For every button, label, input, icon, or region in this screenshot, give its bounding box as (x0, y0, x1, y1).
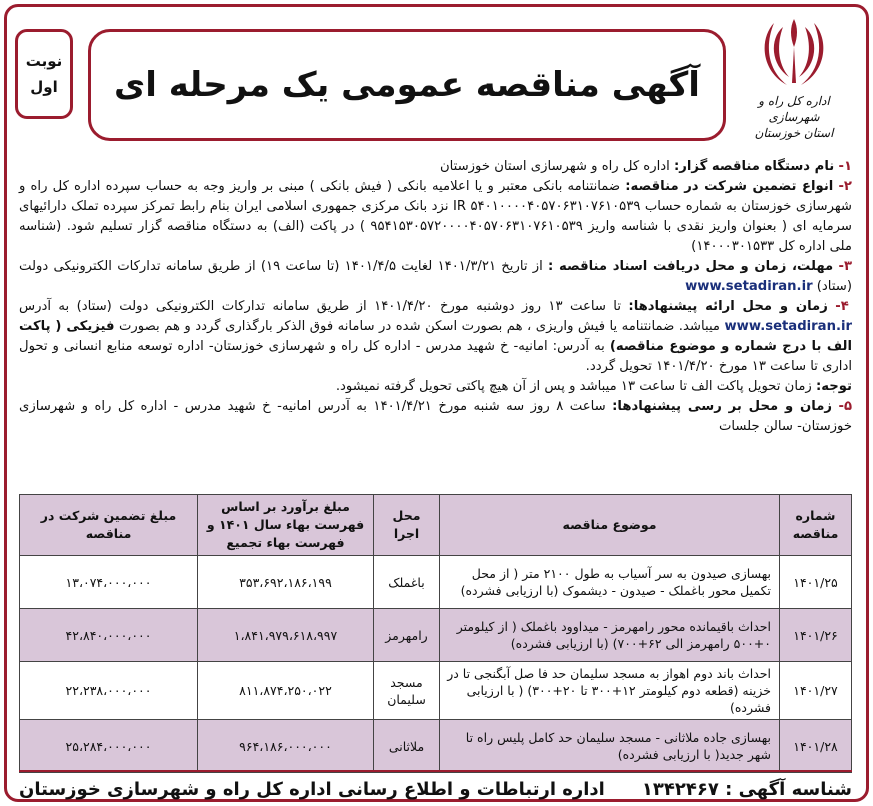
section-bold-text: فیزیکی ( پاکت الف با درج شماره و موضوع مناقصه) (19, 319, 852, 354)
setadiran-link[interactable]: www.setadiran.ir (724, 319, 852, 334)
notice-id-label: شناسه آگهی : (725, 778, 852, 800)
section-5 (19, 397, 852, 437)
cell-guarantee: ۲۵،۲۸۴،۰۰۰،۰۰۰ (20, 720, 198, 773)
round-badge (15, 29, 73, 119)
section-text: ضمانتنامه بانکی معتبر و یا اعلامیه بانکی ( فیش بانکی ) مبنی بر واریز وجه به حساب سپرده اداره کل راه و شهرسازی خوزستان به شماره حساب IR ۵۴۰۱۰۰۰۰۴۰۵۷۰۶۳۱۰۷۶۱۰۵۳۹ نزد بانک مرکزی جمهوری اسلامی ایران بنام رابط تمرکز سپرده تملک دارائیهای سرمایه ای ( بعنوان واریز نقدی با شناسه واریز ۹۵۴۱۵۳۰۵۷۲۰۰۰۰۴۰۵۷۰۶۳۱۰۷۶۱۰۵۳۹ ) در پاکت (الف) به دستگاه مناقصه گزار تسلیم شود. (شناسه ملی اداره کل ۱۴۰۰۰۳۰۱۵۳۳) (19, 179, 852, 254)
table-row (20, 609, 852, 662)
round-label: نوبت (25, 52, 63, 70)
section-label: انواع تضمین شرکت در مناقصه: (625, 179, 834, 194)
cell-guarantee: ۴۲،۸۴۰،۰۰۰،۰۰۰ (20, 609, 198, 662)
footer (19, 770, 852, 806)
cell-subject: احداث باند دوم اهواز به مسجد سلیمان حد فا صل آبگنجی تا در خزینه (قطعه دوم کیلومتر ۱۲+۳۰۰ تا ۲۰+۳۰۰) ( با ارزیابی فشرده) (440, 662, 780, 720)
cell-subject: احداث باقیمانده محور رامهرمز - میداوود باغملک ( از کیلومتر ۰+۵۰۰ رامهرمز الی ۶۲+۷۰۰) (با ارزیابی فشرده) (440, 609, 780, 662)
table-row (20, 720, 852, 773)
section-1 (19, 157, 852, 177)
round-value: اول (30, 78, 58, 96)
section-text: تا ساعت ۱۳ روز دوشنبه مورخ ۱۴۰۱/۴/۲۰ از طریق سامانه تدارکات الکترونیکی دولت (ستاد) به آدرس (19, 299, 621, 314)
section-3 (19, 257, 852, 297)
section-number: ۲- (838, 179, 852, 194)
cell-estimate: ۳۵۳،۶۹۲،۱۸۶،۱۹۹ (198, 556, 374, 609)
cell-number: ۱۴۰۱/۲۵ (780, 556, 852, 609)
col-header-estimate: مبلغ برآورد بر اساس فهرست بهاء سال ۱۴۰۱ و فهرست بهاء تجمیع (198, 495, 374, 556)
col-header-number: شماره مناقصه (780, 495, 852, 556)
section-4 (19, 297, 852, 377)
notice-id-value: ۱۳۴۲۴۶۷ (641, 778, 719, 800)
section-text: ساعت ۸ روز سه شنبه مورخ ۱۴۰۱/۴/۲۱ به آدرس امانیه- خ شهید مدرس - اداره کل راه و شهرسازی خوزستان- سالن جلسات (19, 399, 852, 434)
cell-guarantee: ۱۳،۰۷۴،۰۰۰،۰۰۰ (20, 556, 198, 609)
tender-table (19, 494, 852, 773)
cell-location: رامهرمز (374, 609, 440, 662)
section-number: ۱- (838, 159, 852, 174)
cell-location: ملاثانی (374, 720, 440, 773)
section-label: مهلت، زمان و محل دریافت اسناد مناقصه : (548, 259, 834, 274)
title-box (88, 29, 726, 141)
cell-estimate: ۹۶۴،۱۸۶،۰۰۰،۰۰۰ (198, 720, 374, 773)
section-label: نام دستگاه مناقصه گزار: (673, 159, 835, 174)
section-2 (19, 177, 852, 257)
page-frame (4, 4, 869, 802)
notice-body (19, 157, 852, 437)
cell-guarantee: ۲۲،۲۳۸،۰۰۰،۰۰۰ (20, 662, 198, 720)
section-text: به آدرس: امانیه- خ شهید مدرس - اداره کل راه و شهرسازی خوزستان- اداره توسعه منابع انسانی و تحول اداری تا ساعت ۱۳ مورخ ۱۴۰۱/۴/۲۰ تحویل گردد. (19, 339, 852, 374)
tender-table-wrap (19, 494, 852, 773)
cell-location: باغملک (374, 556, 440, 609)
cell-estimate: ۱،۸۴۱،۹۷۹،۶۱۸،۹۹۷ (198, 609, 374, 662)
cell-estimate: ۸۱۱،۸۷۴،۲۵۰،۰۲۲ (198, 662, 374, 720)
header (7, 7, 866, 155)
table-header-row (20, 495, 852, 556)
section-label: زمان و محل بر رسی پیشنهادها: (612, 399, 832, 414)
section-text: اداره کل راه و شهرسازی استان خوزستان (439, 159, 670, 174)
table-row (20, 662, 852, 720)
org-name-line2: استان خوزستان (754, 126, 834, 140)
iran-emblem-icon (759, 13, 829, 93)
footer-org: اداره ارتباطات و اطلاع رسانی اداره کل راه و شهرسازی خوزستان (19, 778, 605, 800)
cell-number: ۱۴۰۱/۲۸ (780, 720, 852, 773)
notice-id (642, 779, 852, 800)
cell-number: ۱۴۰۱/۲۷ (780, 662, 852, 720)
cell-subject: بهسازی صیدون به سر آسیاب به طول ۲۱۰۰ متر ( از محل تکمیل محور باغملک - صیدون - دیشموک (با ارزیابی فشرده) (440, 556, 780, 609)
setadiran-link[interactable]: www.setadiran.ir (685, 279, 813, 294)
page-title: آگهی مناقصه عمومی یک مرحله ای (114, 65, 700, 105)
section-number: ۳- (838, 259, 853, 274)
note-label: توجه: (816, 379, 852, 394)
section-text: از تاریخ ۱۴۰۱/۳/۲۱ لغایت ۱۴۰۱/۴/۵ (تا ساعت ۱۹) از طریق سامانه تدارکات الکترونیکی دولت (ستاد) (19, 259, 852, 294)
col-header-subject: موضوع مناقصه (440, 495, 780, 556)
section-text: میباشد. ضمانتنامه یا فیش واریزی ، هم بصورت اسکن شده در سامانه فوق الذکر بارگذاری گردد و هم بصورت (114, 319, 720, 334)
logo-block (734, 13, 854, 151)
cell-subject: بهسازی جاده ملاثانی - مسجد سلیمان حد کامل پلیس راه تا شهر جدید( با ارزیابی فشرده) (440, 720, 780, 773)
cell-location: مسجد سلیمان (374, 662, 440, 720)
col-header-location: محل اجرا (374, 495, 440, 556)
note-text: زمان تحویل پاکت الف تا ساعت ۱۳ میباشد و پس از آن هیچ پاکتی تحویل گرفته نمیشود. (335, 379, 812, 394)
col-header-guarantee: مبلغ تضمین شرکت در مناقصه (20, 495, 198, 556)
section-number: ۴- (835, 299, 849, 314)
table-row (20, 556, 852, 609)
section-label: زمان و محل ارائه پیشنهادها: (628, 299, 828, 314)
note (19, 377, 852, 397)
org-name-line1: اداره کل راه و شهرسازی (758, 94, 830, 124)
section-number: ۵- (838, 399, 853, 414)
cell-number: ۱۴۰۱/۲۶ (780, 609, 852, 662)
